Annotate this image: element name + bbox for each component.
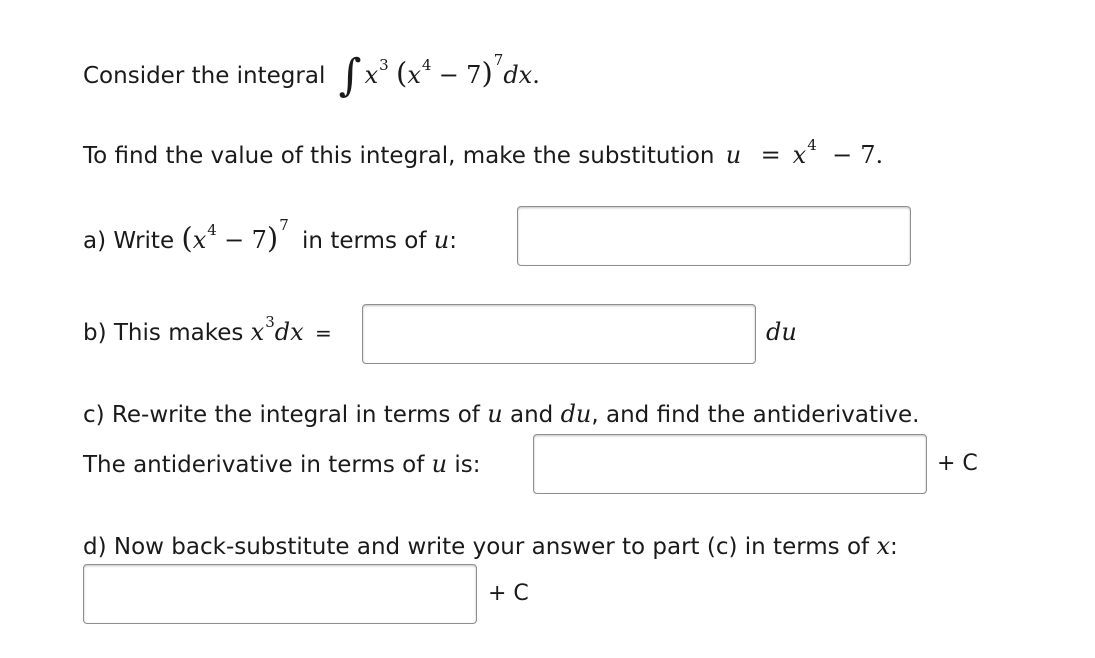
differential: dx: [503, 61, 533, 89]
a-open-paren: (: [181, 221, 193, 255]
part-a-line: [83, 216, 457, 255]
open-paren: (: [396, 56, 408, 90]
a-colon: :: [449, 228, 457, 254]
c-du: du: [560, 400, 592, 428]
c-suffix: , and find the antiderivative.: [591, 402, 920, 428]
intro-text: Consider the integral: [83, 63, 326, 89]
anti-suffix: is:: [454, 452, 481, 478]
part-a-label: a) Write: [83, 228, 175, 254]
a-constant: 7: [251, 226, 267, 254]
d-colon: :: [890, 534, 898, 560]
part-c-label: c) Re-write the integral in terms of: [83, 402, 480, 428]
anti-u: u: [431, 450, 448, 478]
c-plus-c: + C: [937, 451, 978, 476]
sub-rest: 7.: [860, 141, 884, 169]
part-d-answer-input[interactable]: [83, 564, 477, 624]
anti-prefix: The antiderivative in terms of: [83, 452, 425, 478]
a-close-paren: ): [266, 221, 279, 255]
part-d-line: [83, 532, 898, 560]
a-x: x: [192, 226, 207, 254]
sub-x: x: [792, 141, 807, 169]
intro-period: .: [532, 61, 540, 89]
a-minus: −: [224, 226, 245, 254]
inner-var: x: [407, 61, 421, 89]
sub-eq: =: [760, 141, 781, 169]
integrand-var: x: [364, 61, 379, 89]
sub-power: 4: [807, 136, 817, 154]
c-and: and: [509, 402, 554, 428]
substitution-line: [83, 136, 884, 169]
sub-u: u: [725, 141, 742, 169]
inner-constant: 7: [466, 61, 482, 89]
b-eq: =: [314, 321, 332, 345]
b-du-label: du: [766, 318, 797, 346]
integral-sign-icon: ∫: [338, 50, 362, 101]
a-power: 4: [207, 221, 217, 239]
part-a-answer-input[interactable]: [517, 206, 911, 266]
b-power: 3: [265, 313, 275, 331]
minus-sign: −: [438, 61, 459, 89]
part-b-line: [83, 313, 332, 346]
sub-minus: −: [832, 141, 853, 169]
substitution-text: To find the value of this integral, make the substitution: [83, 143, 715, 169]
part-b-label: b) This makes: [83, 320, 244, 346]
b-x: x: [250, 318, 265, 346]
d-plus-c: + C: [488, 581, 529, 606]
d-x: x: [876, 532, 891, 560]
a-paren-power: 7: [279, 216, 289, 234]
c-u: u: [487, 400, 503, 428]
inner-power: 4: [421, 56, 432, 74]
part-b-answer-input[interactable]: [362, 304, 756, 364]
b-dx: dx: [274, 318, 304, 346]
integrand-outer-power: 3: [379, 56, 389, 74]
a-middle: in terms of: [302, 228, 427, 254]
intro-line: [83, 43, 540, 101]
close-paren: ): [481, 56, 493, 90]
part-d-label: d) Now back-substitute and write your answer to part (c) in terms of: [83, 534, 870, 560]
a-u: u: [433, 226, 450, 254]
paren-power: 7: [493, 51, 504, 69]
part-c-answer-input[interactable]: [533, 434, 927, 494]
antiderivative-line: [83, 450, 481, 478]
part-c-line: [83, 400, 920, 428]
